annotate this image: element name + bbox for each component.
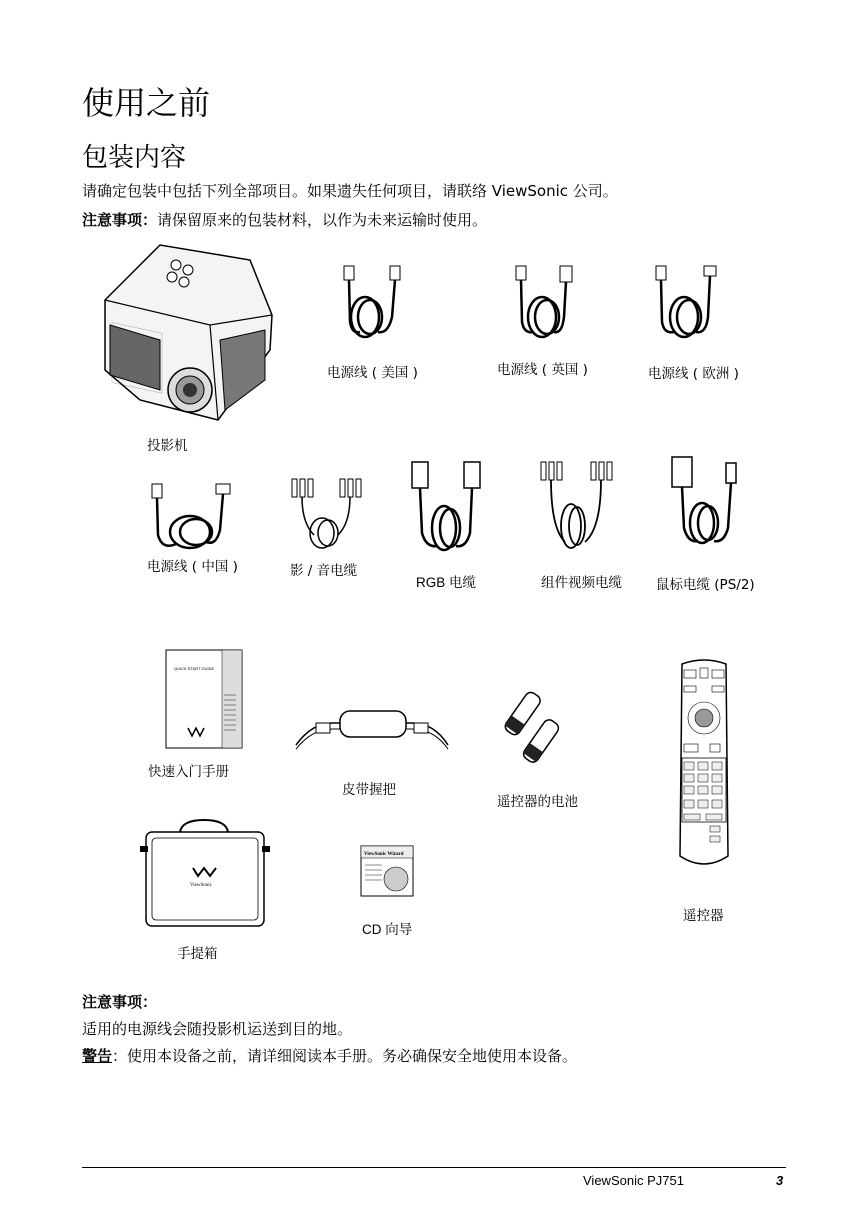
caption-remote: 遥控器 xyxy=(683,908,724,924)
caption-projector: 投影机 xyxy=(147,438,188,454)
caption-av-cable: 影 / 音电缆 xyxy=(290,563,358,579)
power-cord-uk-illustration xyxy=(512,262,592,342)
case-brand-text: ViewSonic xyxy=(190,883,212,888)
footer-product: ViewSonic PJ751 xyxy=(583,1173,684,1188)
batteries-illustration xyxy=(496,686,576,766)
caption-power-uk: 电源线 ( 英国 ) xyxy=(497,362,588,378)
note-line xyxy=(82,210,487,230)
caption-power-cn: 电源线 ( 中国 ) xyxy=(147,559,238,575)
note-label: 注意事项： xyxy=(82,211,158,229)
intro-text: 请确定包装中包括下列全部项目。如果遗失任何项目，请联络 ViewSonic 公司。 xyxy=(82,182,618,200)
rgb-cable-illustration xyxy=(408,458,498,558)
warning-line xyxy=(82,1046,577,1066)
page-title: 使用之前 xyxy=(82,84,211,122)
caption-power-eu: 电源线 ( 欧洲 ) xyxy=(648,366,739,382)
power-cord-eu-illustration xyxy=(652,262,732,342)
caption-mouse-cable-text: 鼠标电缆 (PS/2) xyxy=(656,577,755,593)
note-text: 请保留原来的包装材料，以作为未来运输时使用。 xyxy=(157,211,488,229)
caption-power-us: 电源线 ( 美国 ) xyxy=(327,365,418,381)
cd-wizard-illustration xyxy=(360,845,414,897)
power-cord-cn-illustration xyxy=(148,480,243,560)
caption-quick-guide: 快速入门手册 xyxy=(148,764,229,780)
remote-illustration xyxy=(676,658,732,868)
guide-cover-title: QUICK START GUIDE xyxy=(174,666,215,671)
projector-illustration xyxy=(100,240,275,425)
caption-batteries: 遥控器的电池 xyxy=(497,794,578,810)
caption-strap: 皮带握把 xyxy=(342,782,396,798)
footer-divider xyxy=(82,1167,786,1168)
caption-cd-wizard: CD 向导 xyxy=(362,922,413,937)
component-cable-illustration xyxy=(537,458,617,558)
footer-page-number: 3 xyxy=(776,1173,784,1188)
quick-start-guide-illustration xyxy=(166,650,244,750)
notes-text: 适用的电源线会随投影机运送到目的地。 xyxy=(82,1020,353,1038)
cd-title-text: ViewSonic Wizard xyxy=(364,852,404,857)
warning-label: 警告 xyxy=(82,1047,113,1065)
carry-case-illustration xyxy=(138,818,272,928)
caption-mouse-cable xyxy=(656,573,755,593)
notes-label: 注意事项： xyxy=(82,993,158,1011)
section-title: 包装内容 xyxy=(82,143,187,173)
caption-carry-case: 手提箱 xyxy=(177,946,218,962)
warning-text: ：使用本设备之前，请详细阅读本手册。务必确保安全地使用本设备。 xyxy=(112,1047,578,1065)
av-cable-illustration xyxy=(288,475,368,555)
mouse-cable-illustration xyxy=(668,453,748,553)
strap-illustration xyxy=(292,705,452,755)
caption-component-cable: 组件视频电缆 xyxy=(541,575,622,591)
caption-rgb-cable: RGB 电缆 xyxy=(416,575,477,590)
power-cord-us-illustration xyxy=(330,262,410,342)
